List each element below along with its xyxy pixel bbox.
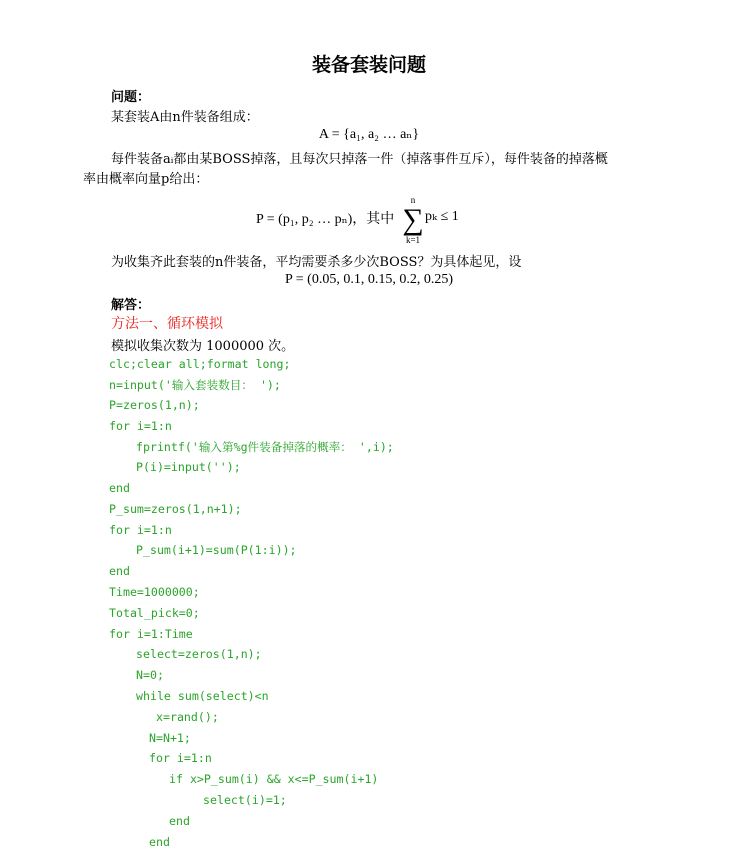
question-line: 为收集齐此套装的n件装备，平均需要杀多少次BOSS？为具体起见，设 xyxy=(111,255,522,270)
prob-formula-left: P = (p₁, p₂ … pₙ)，其中 xyxy=(256,212,395,227)
code-line: for i=1:n xyxy=(109,419,172,433)
sum-symbol xyxy=(401,195,425,245)
method-title: 方法一、循环模拟 xyxy=(111,316,223,332)
intro-text: 某套装A由n件装备组成： xyxy=(111,110,259,125)
code-line: Total_pick=0; xyxy=(109,606,200,620)
prob-values: P = (0.05, 0.1, 0.15, 0.2, 0.25) xyxy=(285,272,453,287)
code-line: N=N+1; xyxy=(149,731,191,745)
code-line: Time=1000000; xyxy=(109,585,200,599)
code-line: P=zeros(1,n); xyxy=(109,398,200,412)
code-line: fprintf('输入第%g件装备掉落的概率： ',i); xyxy=(136,440,394,454)
code-line: P_sum=zeros(1,n+1); xyxy=(109,502,242,516)
code-line: P_sum(i+1)=sum(P(1:i)); xyxy=(136,543,297,557)
code-line: end xyxy=(109,481,130,495)
code-line: for i=1:n xyxy=(149,751,212,765)
code-line: end xyxy=(169,814,190,828)
question-label: 问题： xyxy=(111,90,151,105)
code-line: end xyxy=(109,564,130,578)
simulation-text: 模拟收集次数为 1000000 次。 xyxy=(111,339,295,354)
code-line: P(i)=input(''); xyxy=(136,460,241,474)
code-line: end xyxy=(149,835,170,849)
prob-formula-right: pₖ ≤ 1 xyxy=(425,209,459,224)
sigma-icon: ∑ xyxy=(402,203,424,236)
code-line: n=input('输入套装数目： '); xyxy=(109,378,281,392)
answer-label: 解答： xyxy=(111,298,151,313)
code-line: x=rand(); xyxy=(156,710,219,724)
code-line: N=0; xyxy=(136,668,164,682)
code-line: for i=1:Time xyxy=(109,627,193,641)
paragraph-line-2: 率由概率向量p给出： xyxy=(83,172,209,187)
page-title: 装备套装问题 xyxy=(311,54,426,76)
code-line: while sum(select)<n xyxy=(136,689,269,703)
code-line: select=zeros(1,n); xyxy=(136,647,262,661)
code-line: clc;clear all;format long; xyxy=(109,357,291,371)
code-line: if x>P_sum(i) && x<=P_sum(i+1) xyxy=(169,772,379,786)
set-formula: A = {a₁, a₂ … aₙ} xyxy=(318,127,420,142)
code-line: for i=1:n xyxy=(109,523,172,537)
sum-lower-limit: k=1 xyxy=(405,235,421,245)
sum-upper-limit: n xyxy=(410,195,416,205)
paragraph-line-1: 每件装备aᵢ都由某BOSS掉落，且每次只掉落一件（掉落事件互斥），每件装备的掉落概 xyxy=(111,152,608,167)
code-line: select(i)=1; xyxy=(203,793,287,807)
